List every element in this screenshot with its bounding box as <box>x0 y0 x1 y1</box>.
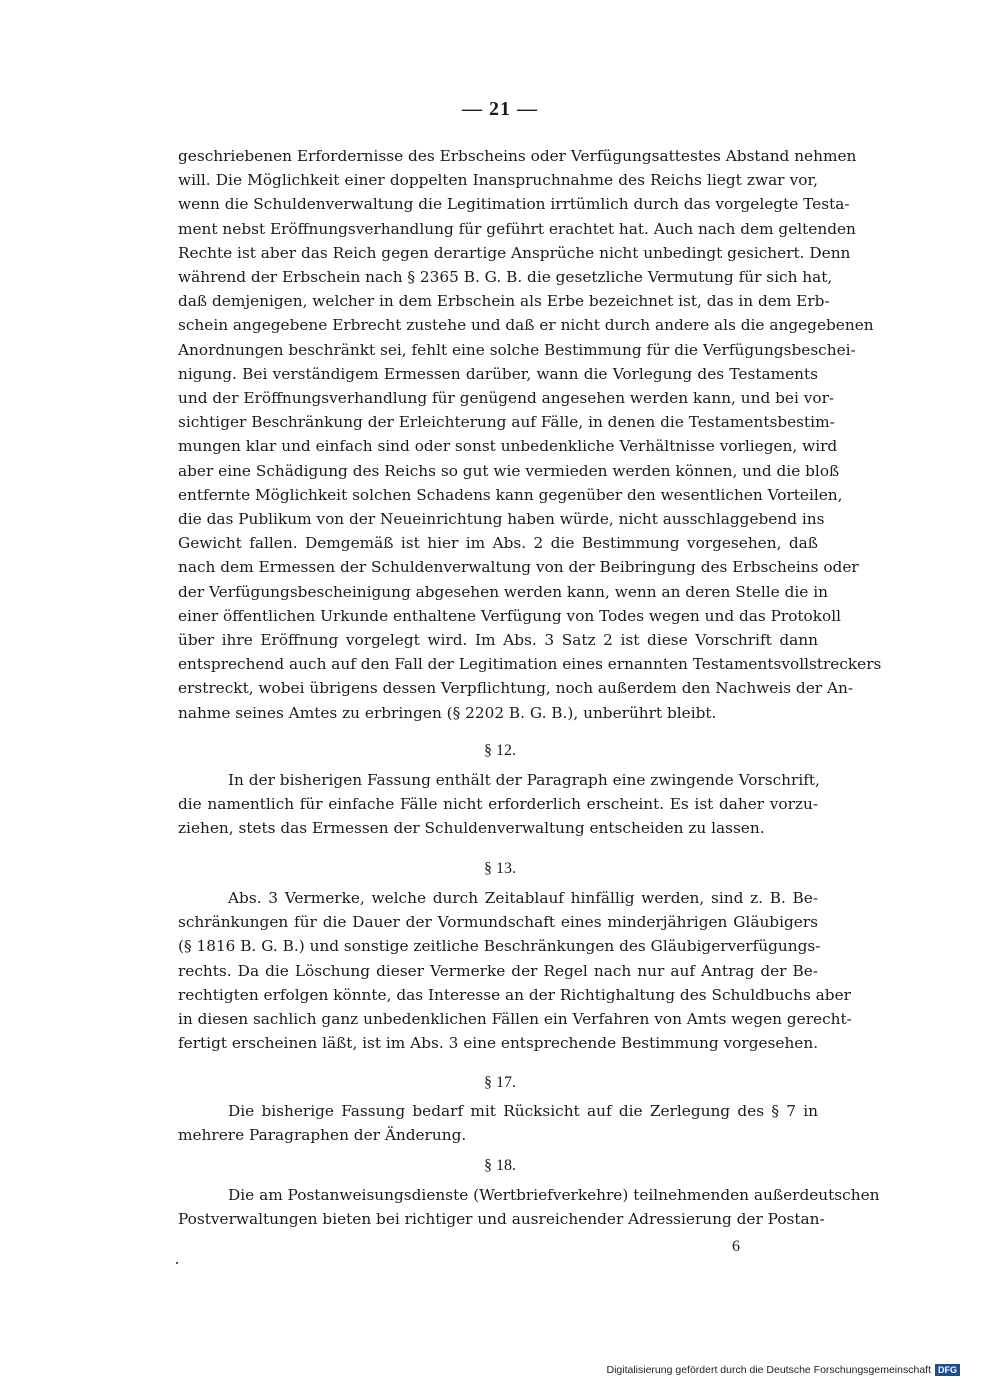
text-line: will. Die Möglichkeit einer doppelten Inanspruchnahme des Reichs liegt zwar vor, <box>178 171 818 190</box>
section-18-text <box>178 1183 880 1231</box>
text-line: entsprechend auch auf den Fall der Legitimation eines ernannten Testamentsvollstreckers <box>178 655 882 674</box>
footer-text: Digitalisierung gefördert durch die Deutsche Forschungsgemeinschaft <box>606 1364 931 1376</box>
text-line: ziehen, stets das Ermessen der Schuldenverwaltung entscheiden zu lassen. <box>178 819 765 838</box>
text-line: In der bisherigen Fassung enthält der Paragraph eine zwingende Vorschrift, <box>228 771 820 789</box>
text-line: einer öffentlichen Urkunde enthaltene Verfügung von Todes wegen und das Protokoll <box>178 606 842 625</box>
section-17-text <box>178 1099 818 1147</box>
text-line: nahme seines Amtes zu erbringen (§ 2202 B. G. B.), unberührt bleibt. <box>178 703 717 722</box>
text-line: Anordnungen beschränkt sei, fehlt eine solche Bestimmung für die Verfügungsbeschei- <box>178 340 856 359</box>
text-line: daß demjenigen, welcher in dem Erbschein als Erbe bezeichnet ist, das in dem Erb- <box>178 292 830 311</box>
speck-mark <box>176 1262 178 1264</box>
text-line: und der Eröffnungsverhandlung für genügend angesehen werden kann, und bei vor- <box>178 389 835 408</box>
text-line: nigung. Bei verständigem Ermessen darüber, wann die Vorlegung des Testaments <box>178 364 818 383</box>
text-line: ment nebst Eröffnungsverhandlung für geführt erachtet hat. Auch nach dem geltenden <box>178 219 856 238</box>
text-line: Gewicht fallen. Demgemäß ist hier im Abs. 2 die Bestimmung vorgesehen, daß <box>178 534 818 553</box>
section-heading-12: § 12. <box>484 742 516 759</box>
text-line: rechtigten erfolgen könnte, das Interesse an der Richtighaltung des Schuldbuchs aber <box>178 985 851 1004</box>
section-12-text <box>178 768 818 841</box>
text-line: entfernte Möglichkeit solchen Schadens kann gegenüber den wesentlichen Vorteilen, <box>178 485 843 504</box>
text-line: nach dem Ermessen der Schuldenverwaltung von der Beibringung des Erbscheins oder <box>178 558 859 577</box>
text-line: Rechte ist aber das Reich gegen derartige Ansprüche nicht unbedingt gesichert. Denn <box>178 243 851 262</box>
page-number: — 21 — <box>462 98 538 120</box>
text-line: mehrere Paragraphen der Änderung. <box>178 1126 467 1145</box>
section-heading-18: § 18. <box>484 1157 516 1174</box>
text-line: wenn die Schuldenverwaltung die Legitimation irrtümlich durch das vorgelegte Testa- <box>178 195 850 214</box>
text-line: die das Publikum von der Neueinrichtung haben würde, nicht ausschlaggebend ins <box>178 510 825 529</box>
text-line: Die am Postanweisungsdienste (Wertbriefverkehre) teilnehmenden außerdeutschen <box>228 1186 880 1204</box>
text-line: fertigt erscheinen läßt, ist im Abs. 3 eine entsprechende Bestimmung vorgesehen. <box>178 1034 819 1053</box>
text-line: über ihre Eröffnung vorgelegt wird. Im Abs. 3 Satz 2 ist diese Vorschrift dann <box>178 631 818 650</box>
signature-mark: 6 <box>732 1238 740 1255</box>
text-line: rechts. Da die Löschung dieser Vermerke der Regel nach nur auf Antrag der Be- <box>178 961 818 980</box>
text-line: während der Erbschein nach § 2365 B. G. B. die gesetzliche Vermutung für sich hat, <box>178 268 833 287</box>
section-heading-17: § 17. <box>484 1074 516 1091</box>
intro-paragraph <box>178 144 882 725</box>
footer <box>606 1364 960 1376</box>
section-heading-13: § 13. <box>484 860 516 877</box>
text-line: schein angegebene Erbrecht zustehe und daß er nicht durch andere als die angegebenen <box>178 316 874 335</box>
text-line: erstreckt, wobei übrigens dessen Verpflichtung, noch außerdem den Nachweis der An- <box>178 679 854 698</box>
text-line: (§ 1816 B. G. B.) und sonstige zeitliche Beschränkungen des Gläubigerverfügungs- <box>178 937 821 956</box>
text-line: Abs. 3 Vermerke, welche durch Zeitablauf hinfällig werden, sind z. B. Be- <box>228 889 818 907</box>
text-line: Postverwaltungen bieten bei richtiger und ausreichender Adressierung der Postan- <box>178 1210 825 1229</box>
text-line: mungen klar und einfach sind oder sonst unbedenkliche Verhältnisse vorliegen, wird <box>178 437 838 456</box>
text-line: der Verfügungsbescheinigung abgesehen werden kann, wenn an deren Stelle die in <box>178 582 828 601</box>
text-line: geschriebenen Erfordernisse des Erbscheins oder Verfügungsattestes Abstand nehmen <box>178 147 857 165</box>
dfg-logo-icon: DFG <box>935 1364 960 1376</box>
text-line: die namentlich für einfache Fälle nicht erforderlich erscheint. Es ist daher vorzu- <box>178 795 818 814</box>
text-line: aber eine Schädigung des Reichs so gut wie vermieden werden können, und die bloß <box>178 461 840 480</box>
text-line: in diesen sachlich ganz unbedenklichen Fällen ein Verfahren von Amts wegen gerecht- <box>178 1010 852 1029</box>
section-13-text <box>178 886 852 1055</box>
text-line: Die bisherige Fassung bedarf mit Rücksicht auf die Zerlegung des § 7 in <box>228 1102 818 1120</box>
text-line: sichtiger Beschränkung der Erleichterung auf Fälle, in denen die Testamentsbestim- <box>178 413 835 432</box>
text-line: schränkungen für die Dauer der Vormundschaft eines minderjährigen Gläubigers <box>178 913 818 932</box>
